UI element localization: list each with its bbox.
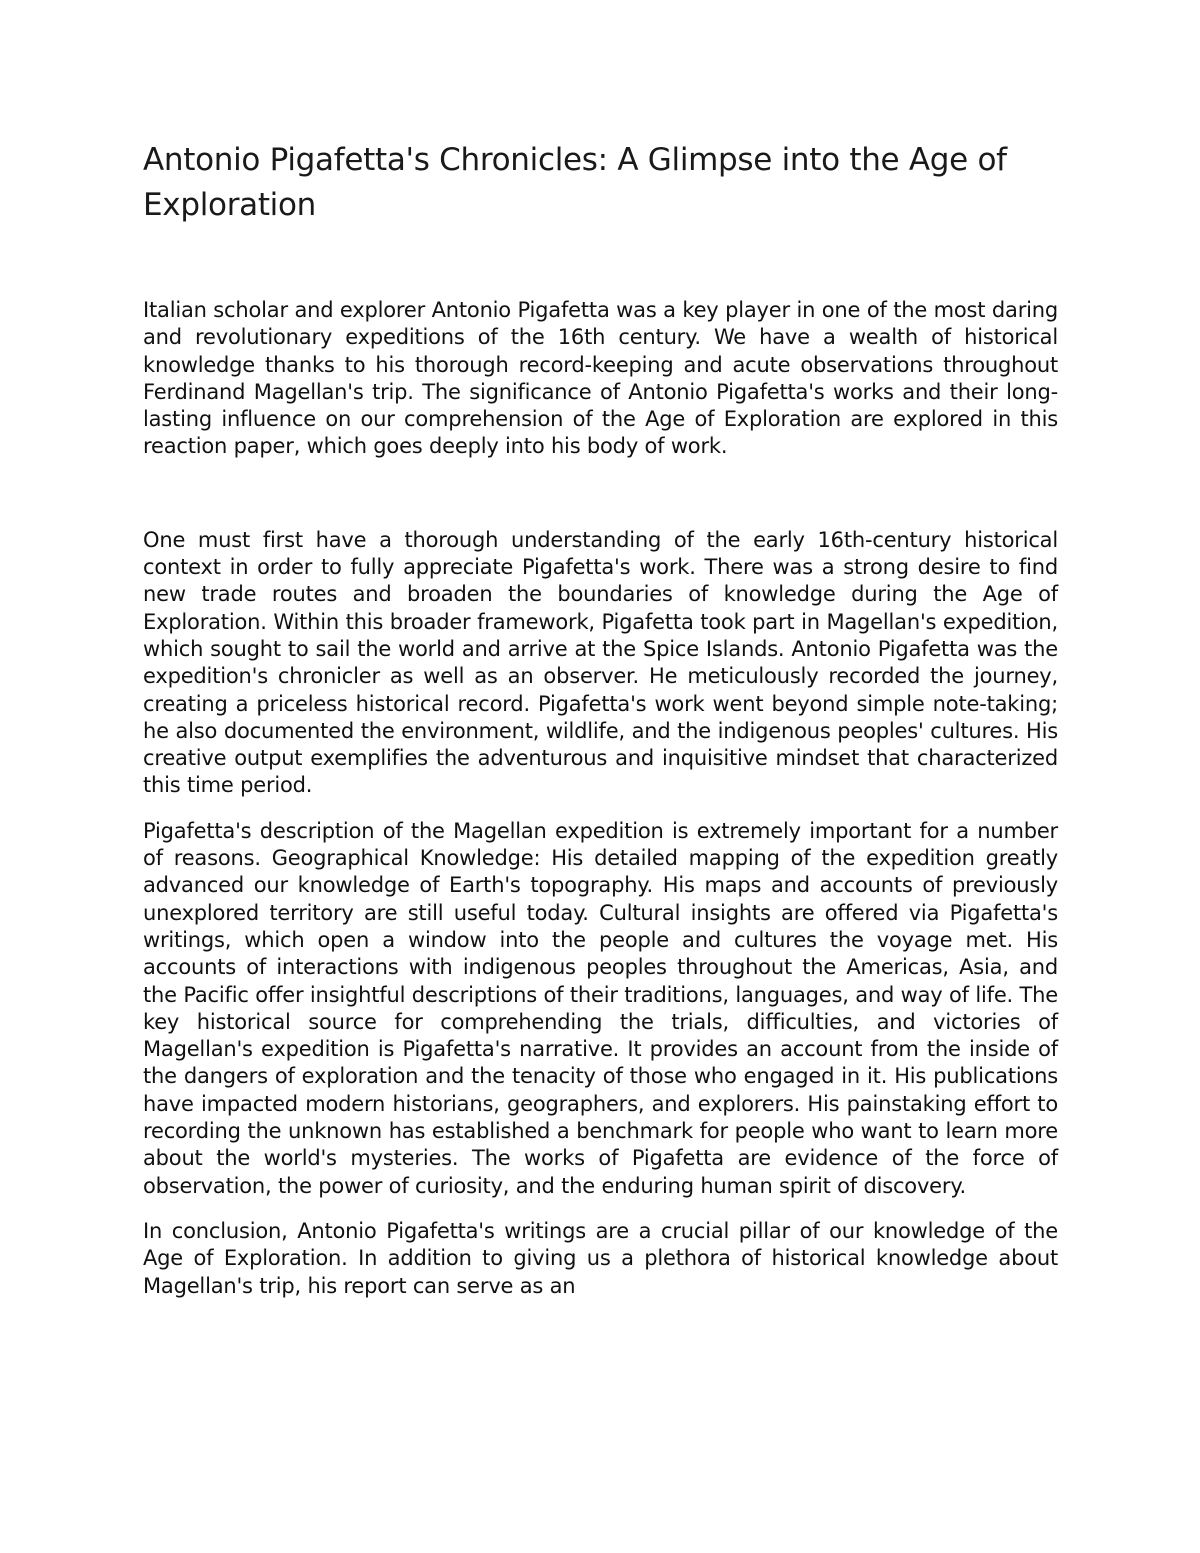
paragraph-introduction: Italian scholar and explorer Antonio Pigafetta was a key player in one of the most daring and revolutionary expeditions of the 16th century. We have a wealth of historical knowledge thanks to his thorough record-keeping and acute observations throughout Ferdinand Magellan's trip. The significance of Antonio Pigafetta's works and their long-lasting influence on our comprehension of the Age of Exploration are explored in this reaction paper, which goes deeply into his body of work. (143, 298, 1058, 459)
paragraph-significance: Pigafetta's description of the Magellan expedition is extremely important for a number of reasons. Geographical Knowledge: His detailed mapping of the expedition greatly advanced our knowledge of Earth's topography. His maps and accounts of previously unexplored territory are still useful today. Cultural insights are offered via Pigafetta's writings, which open a window into the people and cultures the voyage met. His accounts of interactions with indigenous peoples throughout the Americas, Asia, and the Pacific offer insightful descriptions of their traditions, languages, and way of life. The key historical source for comprehending the trials, difficulties, and victories of Magellan's expedition is Pigafetta's narrative. It provides an account from the inside of the dangers of exploration and the tenacity of those who engaged in it. His publications have impacted modern historians, geographers, and explorers. His painstaking effort to recording the unknown has established a benchmark for people who want to learn more about the world's mysteries. The works of Pigafetta are evidence of the force of observation, the power of curiosity, and the enduring human spirit of discovery. (143, 818, 1058, 1198)
paragraph-conclusion: In conclusion, Antonio Pigafetta's writings are a crucial pillar of our knowledge of the Age of Exploration. In addition to giving us a plethora of historical knowledge about Magellan's trip, his report can serve as an (143, 1218, 1058, 1298)
paragraph-historical-context: One must first have a thorough understanding of the early 16th-century historical context in order to fully appreciate Pigafetta's work. There was a strong desire to find new trade routes and broaden the boundaries of knowledge during the Age of Exploration. Within this broader framework, Pigafetta took part in Magellan's expedition, which sought to sail the world and arrive at the Spice Islands. Antonio Pigafetta was the expedition's chronicler as well as an observer. He meticulously recorded the journey, creating a priceless historical record. Pigafetta's work went beyond simple note-taking; he also documented the environment, wildlife, and the indigenous peoples' cultures. His creative output exemplifies the adventurous and inquisitive mindset that characterized this time period. (143, 527, 1058, 798)
document-page (143, 138, 1058, 1300)
document-title: Antonio Pigafetta's Chronicles: A Glimpse into the Age of Exploration (143, 142, 1007, 223)
